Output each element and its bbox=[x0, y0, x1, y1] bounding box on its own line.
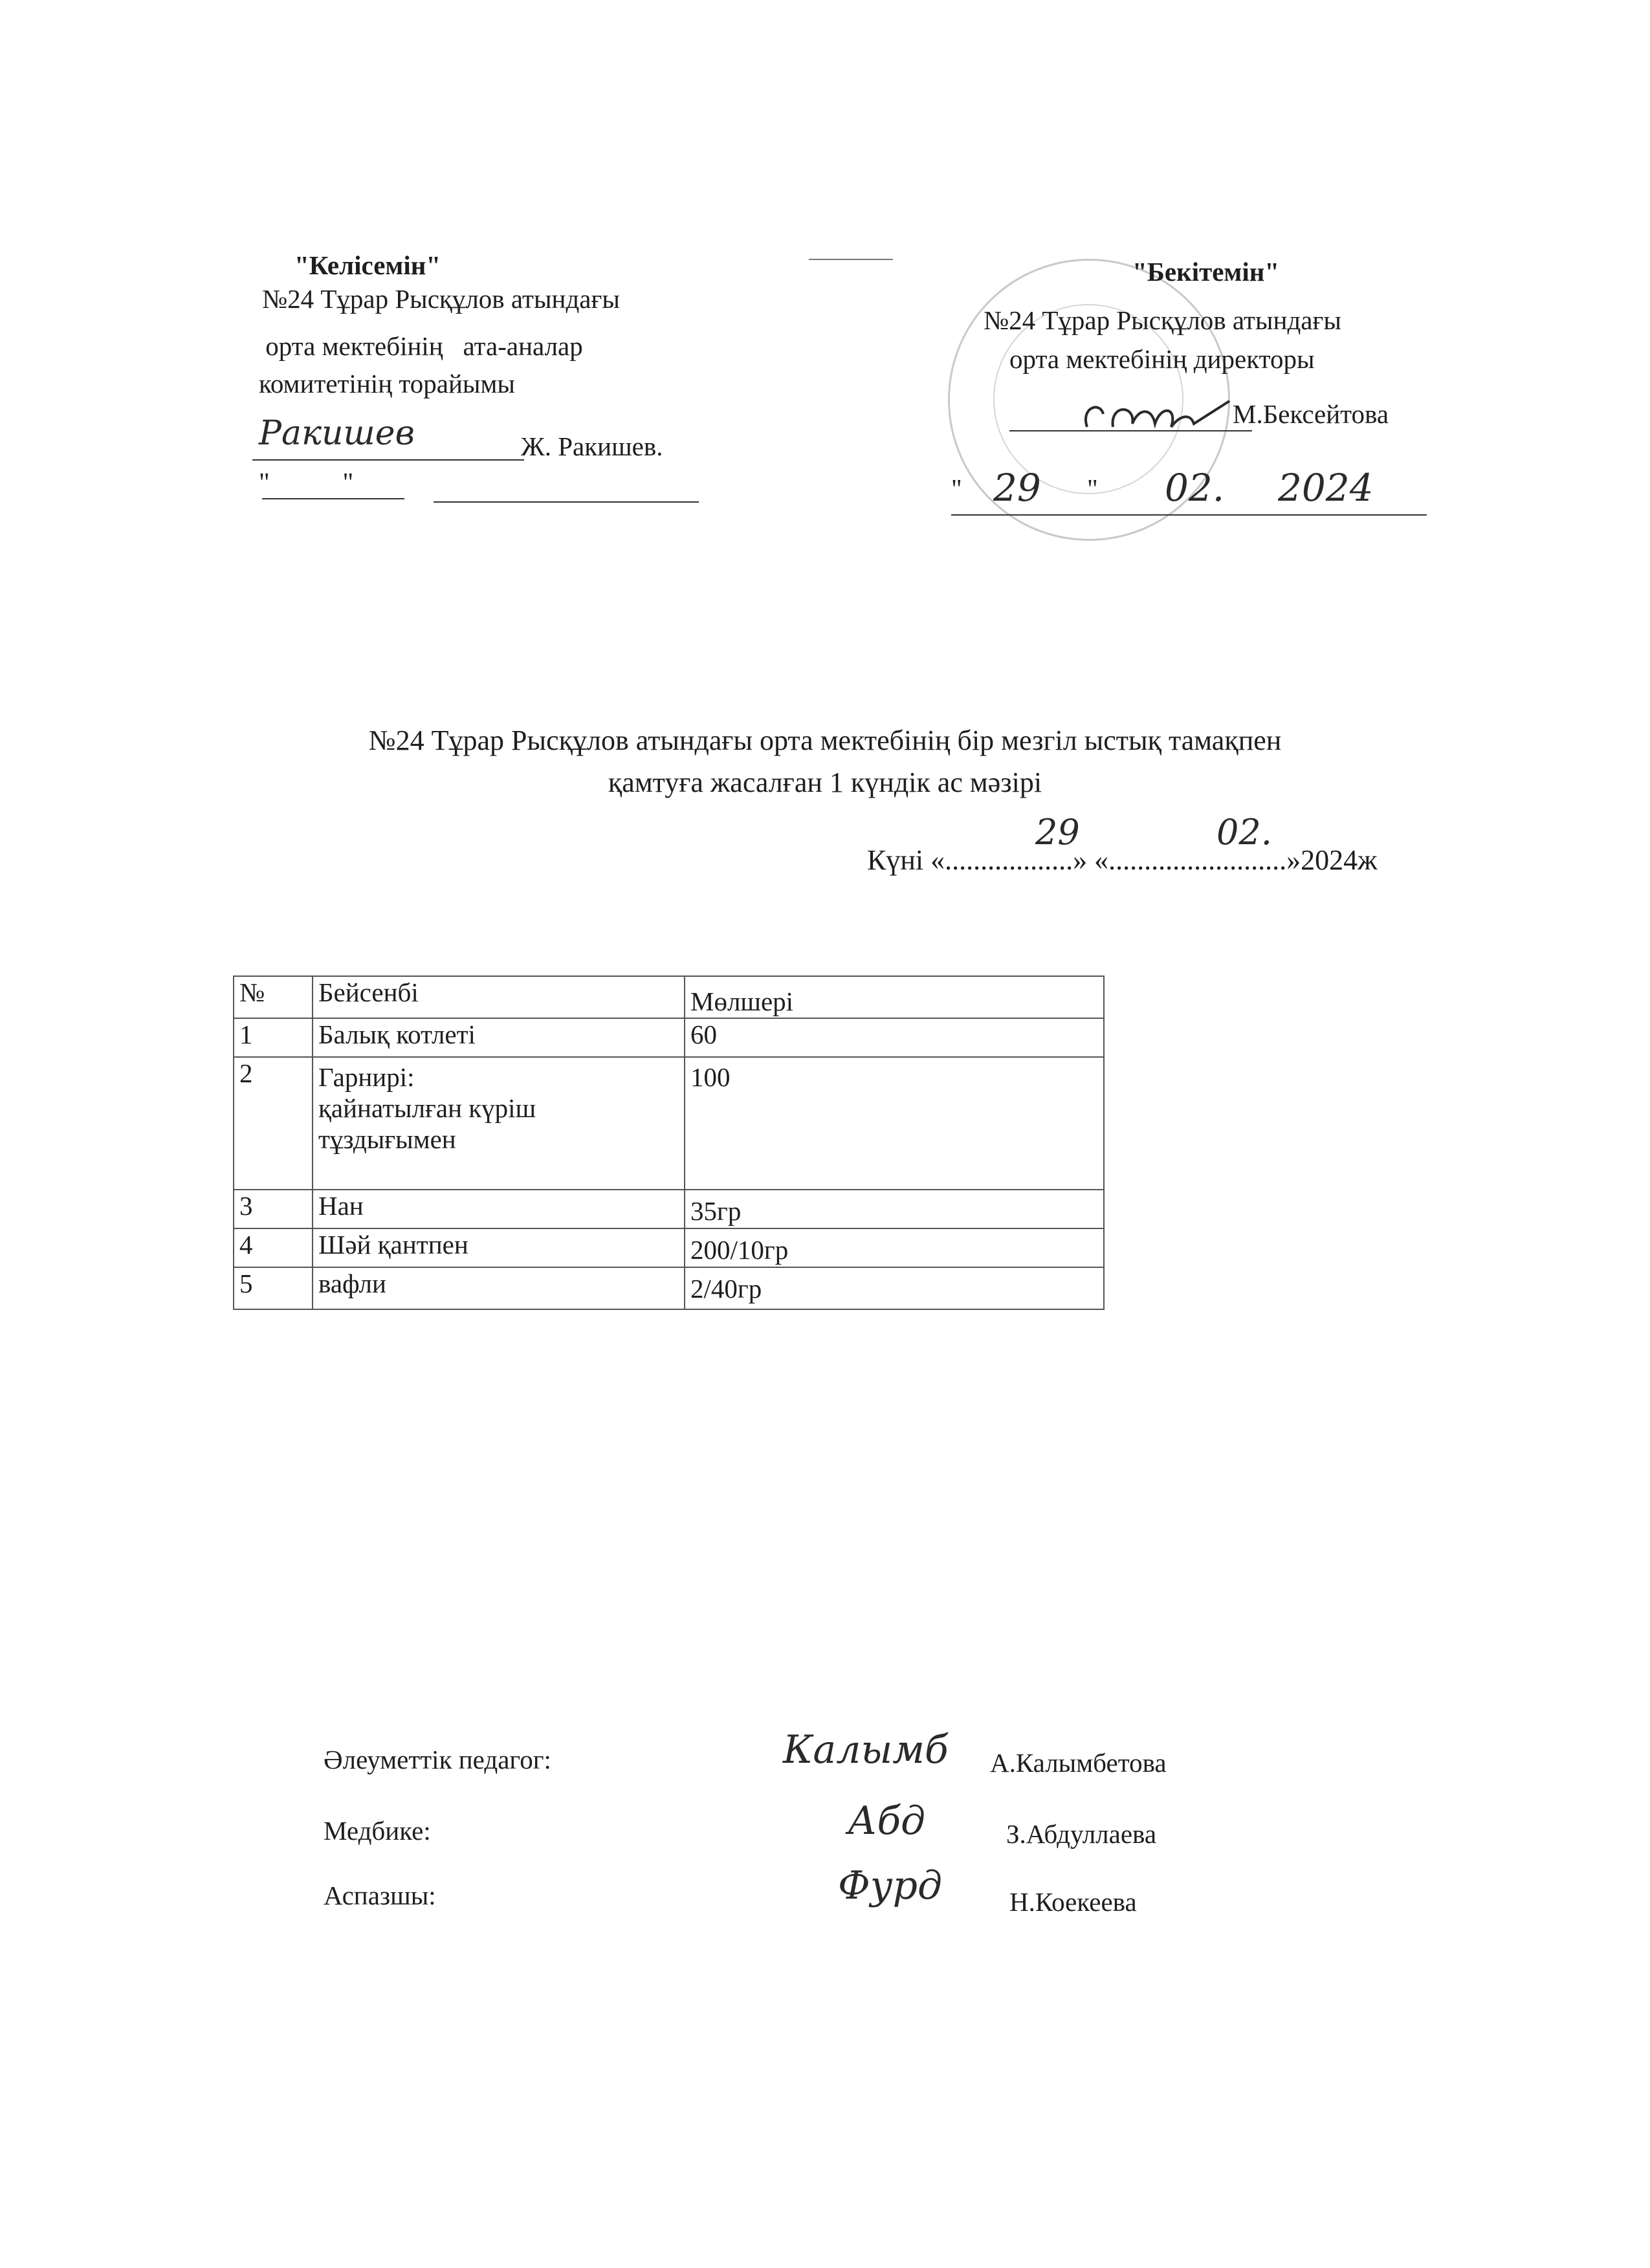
date-hand-day: 29 bbox=[993, 466, 1041, 510]
signature-role: Медбике: bbox=[324, 1816, 431, 1846]
approval-left-signature: Ракишев bbox=[259, 414, 415, 453]
document-date-hand-day: 29 bbox=[1035, 812, 1080, 853]
signature-role: Әлеуметтік педагог: bbox=[324, 1745, 551, 1774]
header-day: Бейсенбі bbox=[313, 976, 685, 1018]
date-line bbox=[951, 514, 1427, 516]
approval-right-signer: М.Бексейтова bbox=[1233, 399, 1389, 429]
date-close-quote: " bbox=[1087, 474, 1098, 503]
approval-left-line1: №24 Тұрар Рысқұлов атындағы bbox=[262, 284, 620, 314]
date-line bbox=[262, 498, 404, 499]
signature-name: Н.Коекеева bbox=[1009, 1887, 1137, 1917]
approval-right-line2: орта мектебінің директоры bbox=[1009, 344, 1315, 374]
row-dish: Нан bbox=[313, 1190, 685, 1228]
handwritten-signature: Фурд bbox=[838, 1863, 943, 1908]
director-signature bbox=[1074, 388, 1242, 446]
table-row bbox=[234, 1228, 1104, 1267]
document-date: Күні «..................» «.........................»2024ж bbox=[867, 844, 1378, 876]
row-dish: вафли bbox=[313, 1267, 685, 1309]
row-number: 2 bbox=[234, 1057, 313, 1190]
signature-name: А.Калымбетова bbox=[990, 1748, 1167, 1778]
signature-line bbox=[1009, 430, 1252, 431]
header-amount: Мөлшері bbox=[685, 976, 1104, 1018]
date-open-quote: " bbox=[951, 474, 962, 503]
divider bbox=[809, 259, 893, 260]
handwritten-signature: Калымб bbox=[783, 1727, 949, 1772]
menu-table bbox=[233, 976, 1105, 1310]
date-line bbox=[434, 501, 699, 503]
signature-role: Аспазшы: bbox=[324, 1881, 436, 1910]
row-amount: 100 bbox=[685, 1057, 1104, 1190]
row-amount: 35гр bbox=[685, 1190, 1104, 1228]
document-title-line2: қамтуға жасалған 1 күндік ас мәзірі bbox=[608, 767, 1042, 798]
table-row bbox=[234, 1018, 1104, 1057]
table-row bbox=[234, 1190, 1104, 1228]
table-row bbox=[234, 1057, 1104, 1190]
approval-left-signer: Ж. Ракишев. bbox=[521, 431, 663, 461]
header-number: № bbox=[234, 976, 313, 1018]
row-number: 4 bbox=[234, 1228, 313, 1267]
row-amount: 2/40гр bbox=[685, 1267, 1104, 1309]
row-dish: Шәй қантпен bbox=[313, 1228, 685, 1267]
row-dish: Балық котлеті bbox=[313, 1018, 685, 1057]
signature-line bbox=[252, 459, 524, 461]
approval-left-date: " " bbox=[259, 467, 354, 497]
table-header-row bbox=[234, 976, 1104, 1018]
row-amount: 200/10гр bbox=[685, 1228, 1104, 1267]
approval-left-line2: орта мектебінің ата-аналар bbox=[259, 331, 583, 361]
approval-right-title: "Бекітемін" bbox=[1132, 257, 1280, 287]
signature-name: З.Абдуллаева bbox=[1006, 1819, 1157, 1849]
row-dish: Гарнирі: қайнатылған күріш тұздығымен bbox=[313, 1057, 685, 1190]
row-amount: 60 bbox=[685, 1018, 1104, 1057]
approval-left-line3: комитетінің торайымы bbox=[259, 369, 515, 398]
approval-left-title: "Келісемін" bbox=[294, 250, 441, 280]
table-row bbox=[234, 1267, 1104, 1309]
row-number: 1 bbox=[234, 1018, 313, 1057]
document-date-hand-month: 02. bbox=[1216, 812, 1272, 853]
row-number: 3 bbox=[234, 1190, 313, 1228]
document-title-line1: №24 Тұрар Рысқұлов атындағы орта мектебінің бір мезгіл ыстық тамақпен bbox=[368, 725, 1282, 756]
row-number: 5 bbox=[234, 1267, 313, 1309]
approval-right-line1: №24 Тұрар Рысқұлов атындағы bbox=[984, 305, 1341, 335]
date-hand-year: 2024 bbox=[1278, 466, 1374, 510]
handwritten-signature: Абд bbox=[848, 1798, 926, 1844]
date-hand-month: 02. bbox=[1165, 466, 1225, 510]
